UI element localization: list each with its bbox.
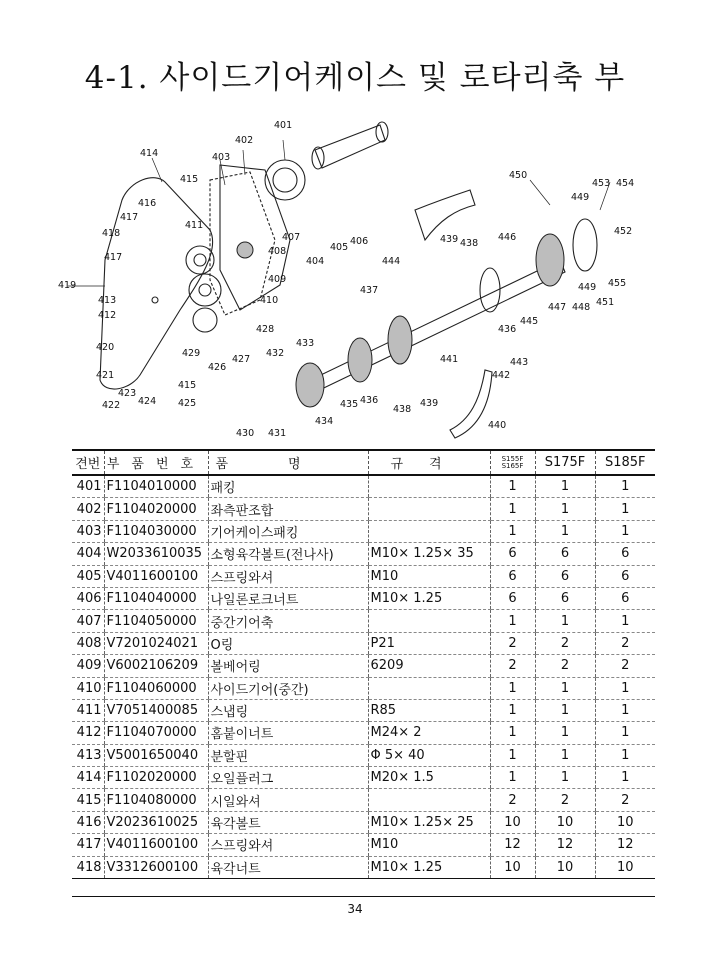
cell-a: 6 (490, 543, 535, 565)
cell-spec: M10 (368, 834, 490, 856)
cell-part: F1104080000 (104, 789, 208, 811)
cell-c: 1 (595, 520, 655, 542)
header-s155: S155F (501, 454, 524, 463)
diagram-label: 452 (614, 226, 633, 237)
cell-b: 2 (535, 789, 595, 811)
diagram-label: 409 (268, 274, 287, 285)
cell-spec: M24× 2 (368, 722, 490, 744)
cell-c: 1 (595, 722, 655, 744)
cell-part: F1104060000 (104, 677, 208, 699)
cell-c: 6 (595, 543, 655, 565)
diagram-label: 432 (266, 348, 285, 359)
header-s185: S185F (595, 450, 655, 475)
flange-433 (296, 363, 324, 407)
cell-name: 시일와셔 (208, 789, 368, 811)
cell-part: F1104070000 (104, 722, 208, 744)
cell-a: 10 (490, 856, 535, 878)
cell-name: 홈붙이너트 (208, 722, 368, 744)
cell-a: 1 (490, 744, 535, 766)
diagram-label: 418 (102, 228, 121, 239)
cell-b: 1 (535, 744, 595, 766)
cell-name: 좌측판조합 (208, 498, 368, 520)
table-row (72, 834, 655, 856)
diagram-label: 437 (360, 285, 379, 296)
cell-spec: M10 (368, 565, 490, 587)
cell-no: 412 (72, 722, 104, 744)
diagram-label: 407 (282, 232, 301, 243)
diagram-label: 440 (488, 420, 507, 431)
table-row (72, 475, 655, 498)
cell-b: 1 (535, 677, 595, 699)
diagram-label: 445 (520, 316, 539, 327)
cell-b: 2 (535, 655, 595, 677)
cell-name: 기어케이스패킹 (208, 520, 368, 542)
diagram-label: 411 (185, 220, 204, 231)
cell-name: 볼베어링 (208, 655, 368, 677)
cell-part: F1104010000 (104, 475, 208, 498)
cell-b: 1 (535, 699, 595, 721)
blade-444 (415, 190, 475, 240)
cell-a: 1 (490, 498, 535, 520)
cell-b: 1 (535, 475, 595, 498)
diagram-label: 423 (118, 388, 137, 399)
cell-a: 1 (490, 610, 535, 632)
table-row (72, 587, 655, 609)
cell-name: O링 (208, 632, 368, 654)
diagram-label: 455 (608, 278, 627, 289)
table-header-row (72, 450, 655, 475)
diagram-label: 449 (578, 282, 597, 293)
table-row (72, 498, 655, 520)
cell-spec: M10× 1.25 (368, 587, 490, 609)
diagram-label: 429 (182, 348, 201, 359)
cell-name: 사이드기어(중간) (208, 677, 368, 699)
exploded-parts-diagram (60, 110, 660, 450)
cell-a: 12 (490, 834, 535, 856)
cell-c: 2 (595, 655, 655, 677)
cell-spec (368, 520, 490, 542)
cell-part: F1104050000 (104, 610, 208, 632)
rotary-shaft (300, 260, 565, 397)
table-row (72, 543, 655, 565)
header-s175: S175F (535, 450, 595, 475)
diagram-label: 454 (616, 178, 635, 189)
cell-name: 나일론로크너트 (208, 587, 368, 609)
cell-part: F1104040000 (104, 587, 208, 609)
cell-a: 1 (490, 475, 535, 498)
cell-name: 육각볼트 (208, 811, 368, 833)
diagram-label: 428 (256, 324, 275, 335)
cell-no: 406 (72, 587, 104, 609)
cell-spec: M10× 1.25× 35 (368, 543, 490, 565)
flange-446 (536, 234, 564, 286)
cell-c: 2 (595, 789, 655, 811)
cell-b: 6 (535, 565, 595, 587)
cell-c: 1 (595, 498, 655, 520)
cell-name: 분할핀 (208, 744, 368, 766)
cell-no: 401 (72, 475, 104, 498)
cell-spec: M10× 1.25× 25 (368, 811, 490, 833)
diagram-label: 425 (178, 398, 197, 409)
table-row (72, 565, 655, 587)
cell-b: 1 (535, 722, 595, 744)
cell-c: 10 (595, 811, 655, 833)
table-row (72, 767, 655, 789)
cell-part: F1104020000 (104, 498, 208, 520)
cell-name: 오일플러그 (208, 767, 368, 789)
cell-c: 1 (595, 475, 655, 498)
cell-b: 6 (535, 543, 595, 565)
diagram-label: 420 (96, 342, 115, 353)
upper-drive-tube (315, 125, 385, 168)
diagram-label: 436 (498, 324, 517, 335)
cell-c: 1 (595, 699, 655, 721)
cell-part: F1102020000 (104, 767, 208, 789)
cell-no: 418 (72, 856, 104, 878)
table-row (72, 677, 655, 699)
header-part-number: 부품번호 (104, 450, 208, 475)
cell-part: V7051400085 (104, 699, 208, 721)
cell-name: 패킹 (208, 475, 368, 498)
cell-part: V4011600100 (104, 565, 208, 587)
blade-440 (450, 370, 492, 438)
cell-spec: R85 (368, 699, 490, 721)
diagram-label: 412 (98, 310, 117, 321)
side-gear-middle (189, 274, 221, 306)
cell-c: 1 (595, 677, 655, 699)
diagram-label: 449 (571, 192, 590, 203)
cell-no: 417 (72, 834, 104, 856)
cell-b: 1 (535, 498, 595, 520)
cell-part: W2033610035 (104, 543, 208, 565)
cell-spec: M20× 1.5 (368, 767, 490, 789)
cell-no: 415 (72, 789, 104, 811)
cell-name: 스프링와셔 (208, 565, 368, 587)
cell-name: 스프링와셔 (208, 834, 368, 856)
diagram-label: 417 (104, 252, 123, 263)
cell-name: 육각너트 (208, 856, 368, 878)
table-row (72, 655, 655, 677)
cell-no: 407 (72, 610, 104, 632)
diagram-label: 451 (596, 297, 615, 308)
diagram-label: 430 (236, 428, 255, 439)
cell-no: 411 (72, 699, 104, 721)
cell-part: V5001650040 (104, 744, 208, 766)
cell-a: 1 (490, 699, 535, 721)
diagram-label: 434 (315, 416, 334, 427)
parts-table (72, 449, 655, 879)
cell-c: 6 (595, 587, 655, 609)
flange-436a (348, 338, 372, 382)
cell-b: 6 (535, 587, 595, 609)
table-row (72, 856, 655, 878)
diagram-label: 413 (98, 295, 117, 306)
cell-c: 1 (595, 610, 655, 632)
cell-no: 409 (72, 655, 104, 677)
diagram-label: 442 (492, 370, 511, 381)
cell-c: 2 (595, 632, 655, 654)
cell-b: 10 (535, 811, 595, 833)
cell-spec (368, 789, 490, 811)
cell-part: F1104030000 (104, 520, 208, 542)
diagram-label: 447 (548, 302, 567, 313)
header-spec: 규격 (368, 450, 490, 475)
table-row (72, 744, 655, 766)
diagram-label: 438 (460, 238, 479, 249)
cell-c: 6 (595, 565, 655, 587)
diagram-label: 410 (260, 295, 279, 306)
cell-a: 2 (490, 655, 535, 677)
bearing (237, 242, 253, 258)
diagram-label: 405 (330, 242, 349, 253)
cell-b: 12 (535, 834, 595, 856)
diagram-label: 431 (268, 428, 287, 439)
cell-c: 12 (595, 834, 655, 856)
cell-name: 중간기어축 (208, 610, 368, 632)
diagram-label: 453 (592, 178, 611, 189)
diagram-label: 414 (140, 148, 159, 159)
diagram-label: 406 (350, 236, 369, 247)
cell-no: 405 (72, 565, 104, 587)
cell-no: 408 (72, 632, 104, 654)
diagram-label: 443 (510, 357, 529, 368)
table-row (72, 632, 655, 654)
diagram-label: 408 (268, 246, 287, 257)
diagram-label: 417 (120, 212, 139, 223)
cell-name: 스냅링 (208, 699, 368, 721)
page-number: 34 (347, 902, 363, 916)
cell-a: 1 (490, 767, 535, 789)
cell-no: 414 (72, 767, 104, 789)
cell-no: 402 (72, 498, 104, 520)
footer-rule (72, 896, 655, 897)
page-title: 4-1. 사이드기어케이스 및 로타리축 부 (84, 60, 626, 96)
diagram-label: 404 (306, 256, 325, 267)
diagram-label: 444 (382, 256, 401, 267)
cell-b: 1 (535, 520, 595, 542)
diagram-label: 419 (58, 280, 77, 291)
cell-c: 1 (595, 744, 655, 766)
cell-a: 1 (490, 520, 535, 542)
diagram-label: 422 (102, 400, 121, 411)
cell-a: 2 (490, 789, 535, 811)
diagram-label: 435 (340, 399, 359, 410)
cell-b: 2 (535, 632, 595, 654)
cell-spec: 6209 (368, 655, 490, 677)
cell-c: 10 (595, 856, 655, 878)
cell-no: 403 (72, 520, 104, 542)
cell-no: 413 (72, 744, 104, 766)
cell-part: V2023610025 (104, 811, 208, 833)
cell-a: 1 (490, 722, 535, 744)
header-no: 견번 (72, 450, 104, 475)
cell-spec (368, 610, 490, 632)
diagram-label: 450 (509, 170, 528, 181)
flange-437 (388, 316, 412, 364)
cell-spec (368, 475, 490, 498)
diagram-label: 415 (178, 380, 197, 391)
diagram-label: 441 (440, 354, 459, 365)
cell-part: V7201024021 (104, 632, 208, 654)
diagram-label: 403 (212, 152, 231, 163)
cell-spec: M10× 1.25 (368, 856, 490, 878)
cover-plate-450 (573, 219, 597, 271)
cell-spec: P21 (368, 632, 490, 654)
table-row (72, 610, 655, 632)
cell-part: V4011600100 (104, 834, 208, 856)
cell-b: 1 (535, 767, 595, 789)
cell-part: V6002106209 (104, 655, 208, 677)
table-row (72, 699, 655, 721)
cell-no: 404 (72, 543, 104, 565)
table-row (72, 722, 655, 744)
header-name: 품명 (208, 450, 368, 475)
diagram-label: 424 (138, 396, 157, 407)
diagram-label: 421 (96, 370, 115, 381)
cell-no: 410 (72, 677, 104, 699)
diagram-label: 426 (208, 362, 227, 373)
diagram-label: 446 (498, 232, 517, 243)
diagram-label: 433 (296, 338, 315, 349)
diagram-label: 416 (138, 198, 157, 209)
cell-a: 10 (490, 811, 535, 833)
header-s165: S165F (501, 461, 524, 470)
header-s155-s165 (490, 450, 535, 475)
cell-b: 1 (535, 610, 595, 632)
diagram-label: 401 (274, 120, 293, 131)
table-row (72, 520, 655, 542)
parts-table-body (72, 475, 655, 879)
diagram-label: 427 (232, 354, 251, 365)
cell-spec (368, 498, 490, 520)
cell-c: 1 (595, 767, 655, 789)
table-row (72, 811, 655, 833)
cell-no: 416 (72, 811, 104, 833)
side-gear-lower (193, 308, 217, 332)
cell-a: 6 (490, 565, 535, 587)
diagram-label: 436 (360, 395, 379, 406)
cell-name: 소형육각볼트(전나사) (208, 543, 368, 565)
diagram-label: 439 (440, 234, 459, 245)
cell-a: 6 (490, 587, 535, 609)
diagram-label: 439 (420, 398, 439, 409)
cell-a: 2 (490, 632, 535, 654)
cell-spec (368, 677, 490, 699)
cell-part: V3312600100 (104, 856, 208, 878)
table-row (72, 789, 655, 811)
cell-a: 1 (490, 677, 535, 699)
diagram-label: 438 (393, 404, 412, 415)
diagram-label: 448 (572, 302, 591, 313)
packing-ring (265, 160, 305, 200)
cell-b: 10 (535, 856, 595, 878)
diagram-label: 415 (180, 174, 199, 185)
cell-spec: Φ 5× 40 (368, 744, 490, 766)
diagram-label: 402 (235, 135, 254, 146)
